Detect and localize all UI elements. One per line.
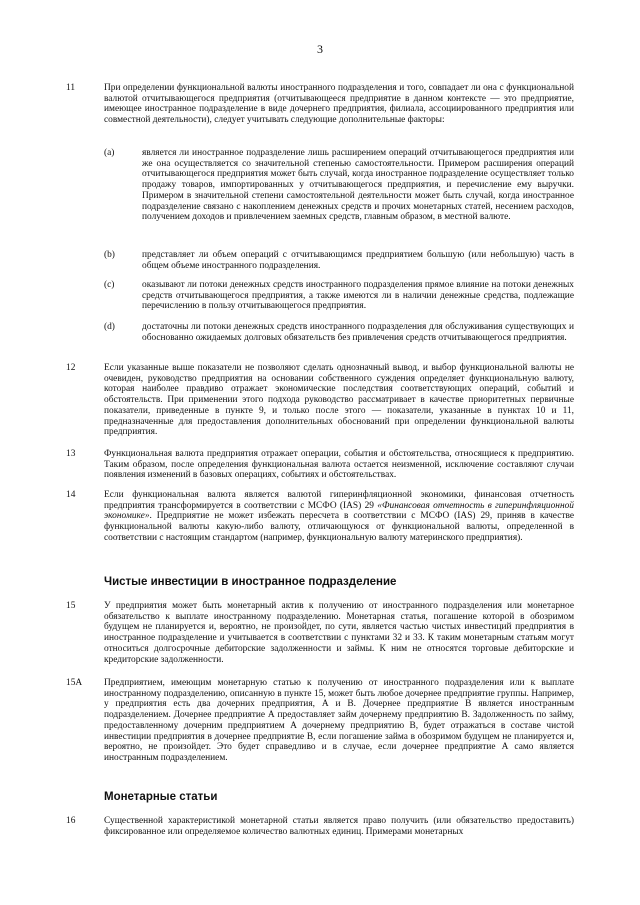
paragraph-12: [66, 363, 574, 438]
page-number: 3: [317, 42, 323, 56]
paragraph-number: 14: [66, 490, 76, 500]
paragraph-number: 15: [66, 601, 76, 611]
paragraph-text-part: . Предприятие не может избежать пересчета в соответствии с МСФО (IAS) 29, приняв в качестве функциональной валюты какую-либо валюту, отличающуюся от функциональной валюты, определенной в соответствии с настоящим стандартом (например, функциональную валюту материнского предприятия).: [104, 511, 574, 543]
paragraph-15: [66, 601, 574, 665]
paragraph-13: [66, 449, 574, 481]
standard-title-italic: «Финансовая отчетность в гиперинфляционной экономике»: [104, 500, 574, 522]
subparagraph-label: (d): [104, 322, 115, 332]
paragraph-number: 16: [66, 816, 76, 826]
section-heading-net-investment: Чистые инвестиции в иностранное подразделение: [104, 576, 397, 588]
paragraph-text: Если указанные выше показатели не позволяют сделать однозначный вывод, и выбор функциональной валюты не очевиден, руководство предприятия на основании собственного суждения определяет функциональную валюту, которая наиболее правдиво отражает экономические последствия соответствующих операций, событий и обстоятельств. При применении этого подхода руководство рассматривает в качестве приоритетных первичные показатели, приведенные в пункте 9, и только после этого — показатели, указанные в пунктах 10 и 11, предназначенные для предоставления дополнительных обоснований при определении функциональной валюты предприятия.: [104, 363, 574, 438]
subparagraph-text: достаточны ли потоки денежных средств иностранного подразделения для обслуживания существующих и обоснованно ожидаемых долговых обязательств без привлечения средств отчитывающегося предприятия.: [142, 322, 574, 343]
subparagraph-text: представляет ли объем операций с отчитывающимся предприятием большую (или небольшую) часть в общем объеме иностранного подразделения.: [142, 250, 574, 271]
section-heading-monetary: Монетарные статьи: [104, 791, 218, 803]
paragraph-text: [104, 490, 574, 544]
paragraph-16: [66, 816, 574, 837]
paragraph-text: Существенной характеристикой монетарной статьи является право получить (или обязательство предоставить) фиксированное или определяемое количество валютных единиц. Примерами монетарных: [104, 816, 574, 837]
subparagraph-text: оказывают ли потоки денежных средств иностранного подразделения прямое влияние на потоки денежных средств отчитывающегося предприятия, а также имеются ли в наличии денежные средства, подлежащие перечислению в пользу отчитывающегося предприятия.: [142, 280, 574, 312]
paragraph-14: [66, 490, 574, 544]
paragraph-number: 13: [66, 449, 76, 459]
paragraph-number: 11: [66, 83, 76, 93]
subparagraph-label: (b): [104, 250, 115, 260]
paragraph-11: [66, 83, 574, 126]
subparagraph-text: является ли иностранное подразделение лишь расширением операций отчитывающегося предприятия или же она осуществляется со значительной степенью самостоятельности. Примером расширения операций отчитывающегося предприятия может быть случай, когда иностранное подразделение осуществляет только продажу товаров, импортированных у отчитывающегося предприятия, и перечисление ему выручки. Примером в значительной степени самостоятельной деятельности может быть случай, когда иностранное подразделение связано с накоплением денежных средств и прочих монетарных статей, несением расходов, получением доходов и привлечением заемных средств, главным образом, в местной валюте.: [142, 148, 574, 223]
subparagraph-label: (c): [104, 280, 115, 290]
paragraph-text: У предприятия может быть монетарный актив к получению от иностранного подразделения или монетарное обязательство к выплате иностранному подразделению. Монетарная статья, погашение которой в обозримом будущем не планируется и, вероятно, не произойдет, по сути, является частью чистых инвестиций предприятия в иностранное подразделение и учитывается в соответствии с пунктами 32 и 33. К таким монетарным статьям могут относиться долгосрочные дебиторские задолженности и займы. К ним не относятся торговые дебиторские и кредиторские задолженности.: [104, 601, 574, 665]
paragraph-15a: [66, 678, 574, 764]
paragraph-text: При определении функциональной валюты иностранного подразделения и того, совпадает ли она с функциональной валютой отчитывающегося предприятия (отчитывающееся предприятие в данном контексте — это предприятие, имеющее иностранное подразделение в виде дочернего предприятия, филиала, ассоциированного предприятия или совместной деятельности), следует учитывать следующие дополнительные факторы:: [104, 83, 574, 126]
subparagraph-11d: [104, 322, 574, 343]
paragraph-text-part: Если функциональная валюта является валютой гиперинфляционной экономики, финансовая отчетность предприятия трансформируется в соответствии с МСФО (IAS) 29: [104, 490, 574, 511]
paragraph-number: 15A: [66, 678, 83, 688]
paragraph-number: 12: [66, 363, 76, 373]
subparagraph-label: (a): [104, 148, 115, 158]
subparagraph-11b: [104, 250, 574, 271]
subparagraph-11c: [104, 280, 574, 312]
paragraph-text: Предприятием, имеющим монетарную статью к получению от иностранного подразделения или к выплате иностранному подразделению, описанную в пункте 15, может быть любое дочернее предприятие группы. Например, у предприятия есть два дочерних предприятия, А и В. Дочернее предприятие В является иностранным подразделением. Дочернее предприятие А предоставляет займ дочернему предприятию В. Задолженность по займу, предоставленному дочерним предприятием А дочернему предприятию В, будет отражаться в составе чистой инвестиции предприятия в дочернее предприятие В, если погашение займа в обозримом будущем не планируется и, вероятно, не произойдет. Это будет справедливо и в случае, если дочернее предприятие А само является иностранным подразделением.: [104, 678, 574, 763]
paragraph-text: Функциональная валюта предприятия отражает операции, события и обстоятельства, относящиеся к предприятию. Таким образом, после определения функциональная валюта остается неизменной, исключение составляют случаи появления изменений в базовых операциях, событиях и обстоятельствах.: [104, 449, 574, 481]
subparagraph-11a: [104, 148, 574, 223]
